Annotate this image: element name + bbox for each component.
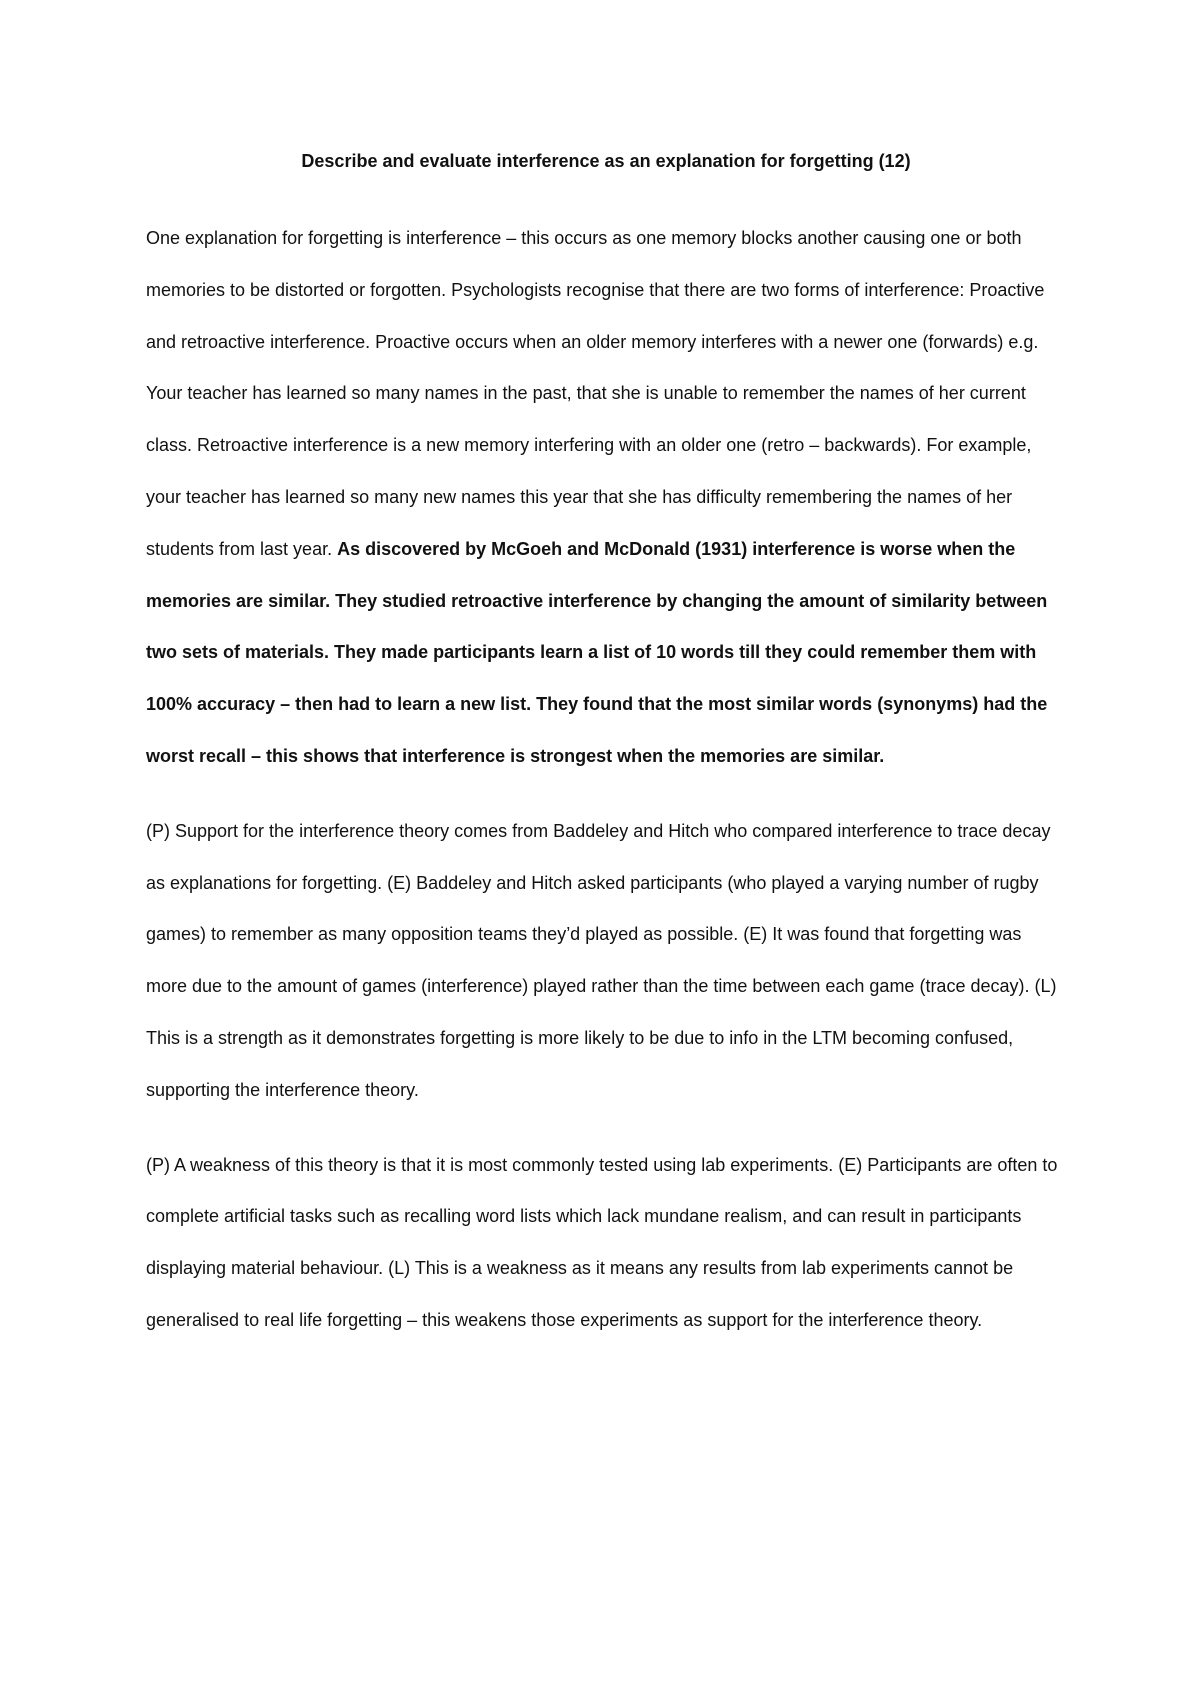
paragraph-description-text: One explanation for forgetting is interference – this occurs as one memory blocks another causing one or both memories to be distorted or forgotten. Psychologists recognise that there are two forms of interference: Proactive and retroactive interference. Proactive occurs when an older memory interferes with a newer one (forwards) e.g. Your teacher has learned so many names in the past, that she is unable to remember the names of her current class. Retroactive interference is a new memory interfering with an older one (retro – backwards). For example, your teacher has learned so many new names this year that she has difficulty remembering the names of her students from last year. — [146, 228, 1045, 559]
paragraph-evaluation-strength: (P) Support for the interference theory comes from Baddeley and Hitch who compared interference to trace decay as explanations for forgetting. (E) Baddeley and Hitch asked participants (who played a varying number of rugby games) to remember as many opposition teams they’d played as possible. (E) It was found that forgetting was more due to the amount of games (interference) played rather than the time between each game (trace decay). (L) This is a strength as it demonstrates forgetting is more likely to be due to info in the LTM becoming confused, supporting the interference theory. — [146, 820, 1057, 1100]
paragraph-evaluation-weakness: (P) A weakness of this theory is that it is most commonly tested using lab experiments. (E) Participants are often to complete artificial tasks such as recalling word lists which lack mundane realism, and can result in participants displaying material behaviour. (L) This is a weakness as it means any results from lab experiments cannot be generalised to real life forgetting – this weakens those experiments as support for the interference theory. — [146, 1154, 1058, 1330]
document-body — [146, 143, 1066, 1347]
paragraph-description-bold-study: As discovered by McGoeh and McDonald (1931) interference is worse when the memories are similar. They studied retroactive interference by changing the amount of similarity between two sets of materials. They made participants learn a list of 10 words till they could remember them with 100% accuracy – then had to learn a new list. They found that the most similar words (synonyms) had the worst recall – this shows that interference is strongest when the memories are similar. — [146, 538, 1048, 766]
paragraph-description — [146, 213, 1066, 783]
essay-title: Describe and evaluate interference as an explanation for forgetting (12) — [301, 151, 911, 171]
